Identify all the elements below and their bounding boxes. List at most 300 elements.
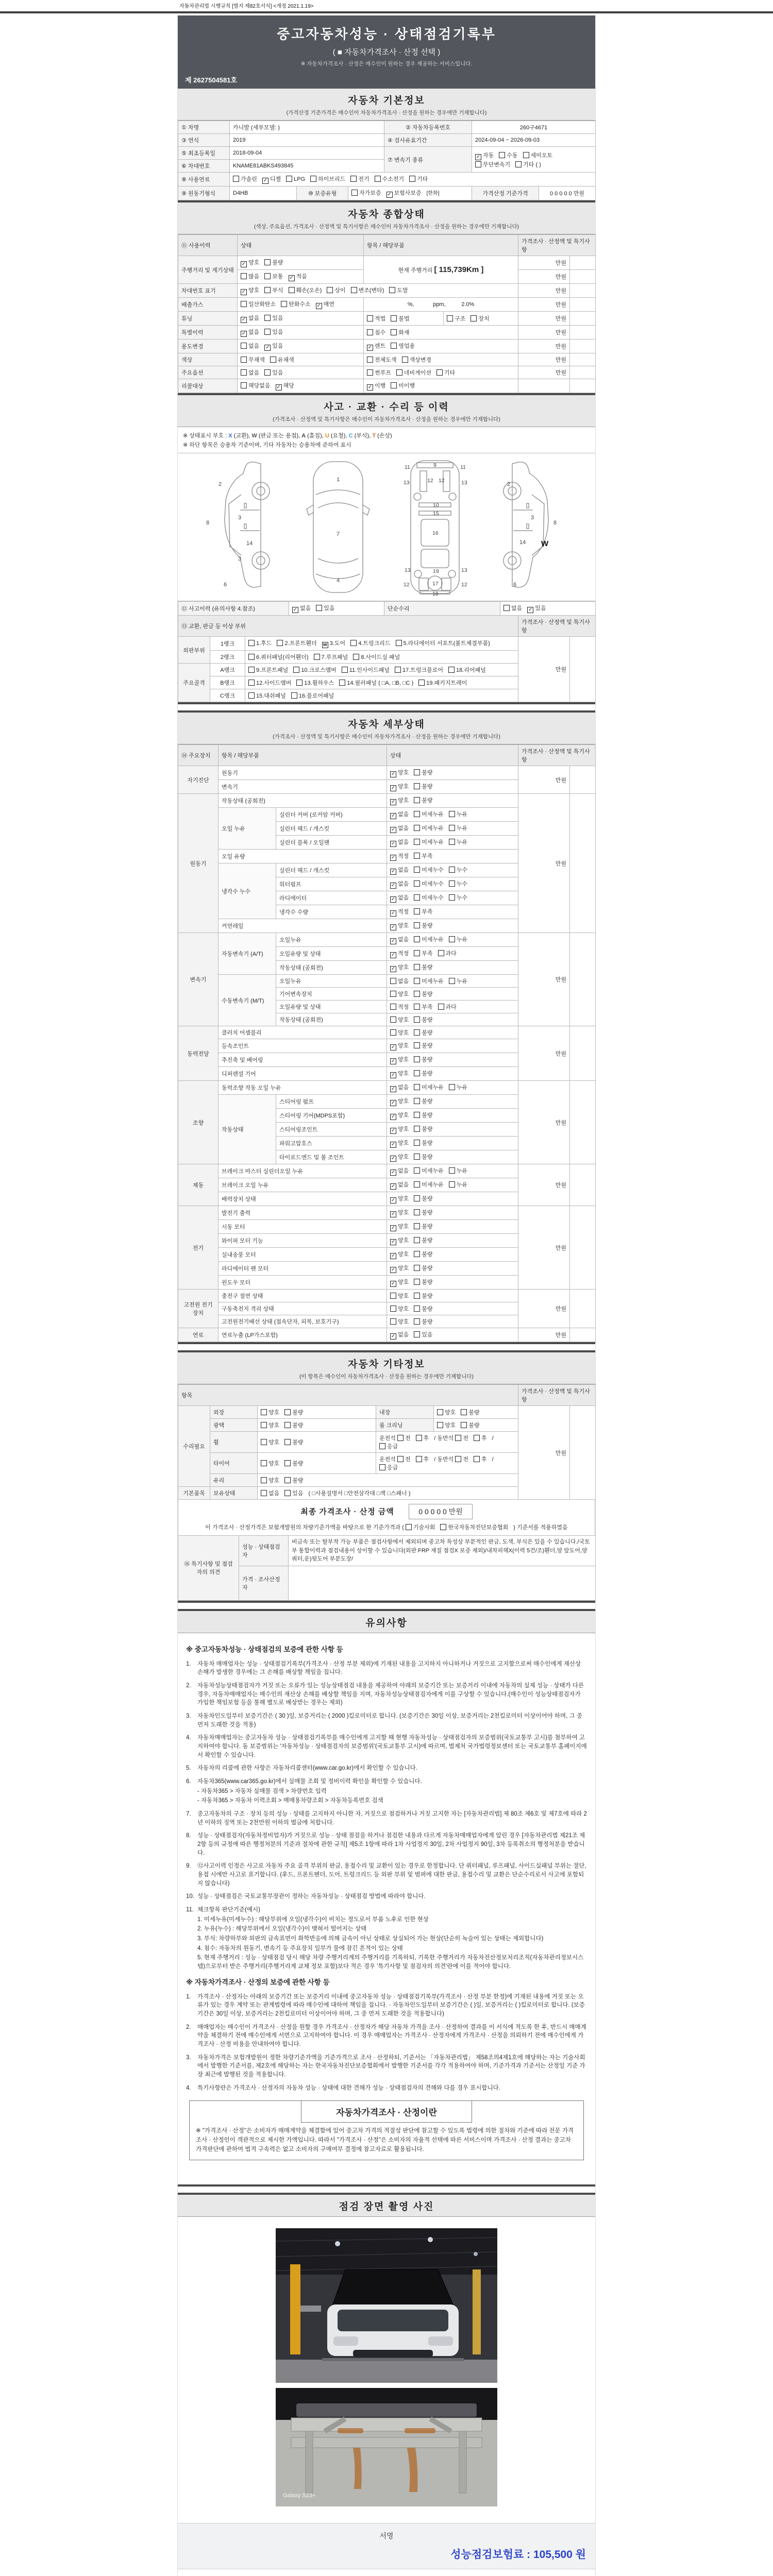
checkbox-option: 누유 (449, 1166, 467, 1175)
checkbox-option: 불량 (414, 1250, 432, 1258)
checkbox-option: 전 (397, 1434, 411, 1442)
final-price-label: 최종 가격조사 · 산정 금액 (300, 1507, 394, 1516)
mileage-value: 현재 주행거리 [ 115,739Km ] (364, 256, 518, 284)
vin-label: ⑥ 차대번호 (178, 160, 230, 173)
checkbox-option: 양호 (437, 1421, 456, 1429)
checkbox-option: 2.프론트휀더 (277, 639, 316, 647)
checkbox-option: 불량 (414, 1153, 432, 1161)
checkbox: ✓ (528, 607, 533, 613)
checkbox (396, 640, 402, 646)
checkbox (397, 1456, 404, 1462)
checkbox-option: 양호 (261, 1476, 279, 1484)
subgroup-label: 오일 누유 (219, 808, 276, 850)
checkbox (448, 667, 455, 673)
state-options (387, 1026, 518, 1039)
checkbox-option: LPG (286, 176, 305, 182)
tire-label: 타이어 (210, 1453, 258, 1474)
checkbox-option: ✓ 양호 (241, 260, 260, 267)
device-label: 고전원 전기장치 (178, 1290, 219, 1328)
price-unit: 만원 (518, 1164, 570, 1206)
tuning-kind-options (444, 312, 518, 326)
item-label: 브레이크 마스터 실린더오일 누유 (219, 1164, 387, 1178)
item-label: 스티어링 기어(MDPS포함) (276, 1109, 387, 1123)
misc-info-table (178, 1384, 596, 1500)
state-options (387, 850, 518, 863)
checkbox-option: ✓ 양호 (391, 1251, 409, 1259)
rank1-items (245, 637, 518, 651)
vin-value: KNAME81ABKS493845 (230, 160, 384, 173)
form-reference: 자동차관리법 시행규칙 [별지 제82호서식] <개정 2021.1.19> (0, 0, 773, 13)
checkbox-option: 5.라디에이터 서포트(볼트체결부품) (396, 639, 490, 647)
interior-label: 내장 (376, 1406, 434, 1419)
checkbox-option: 양호 (390, 1317, 409, 1326)
checkbox (261, 1477, 267, 1483)
price-unit: 만원 (518, 1406, 570, 1500)
checkbox-option: 누유 (449, 977, 467, 985)
signature-label: 서명 (379, 2531, 394, 2540)
checkbox-option: 4.트렁크리드 (350, 639, 390, 647)
special-history-options (238, 326, 364, 340)
checkbox: ✓ (265, 345, 270, 350)
checkbox-option: 네비게이션 (396, 368, 431, 377)
checkbox-option: 보통 (264, 272, 283, 280)
checkbox (281, 301, 287, 307)
checkbox-option: ✓ 없음 (391, 1168, 409, 1175)
checkbox-option: 불량 (414, 768, 432, 776)
checkbox (289, 287, 295, 293)
main-option-label: 주요옵션 (178, 366, 238, 379)
checkbox: ✓ (391, 1183, 396, 1189)
usage-change-label: 용도변경 (178, 340, 238, 353)
checkbox (284, 1409, 291, 1415)
checkbox (284, 1490, 291, 1496)
state-options (387, 1001, 518, 1013)
checkbox-option: 양호 (390, 1292, 409, 1300)
state-options (387, 780, 518, 794)
checkbox-option: 불량 (414, 1222, 432, 1230)
item-label: 스티어링조인트 (276, 1123, 387, 1137)
vin-mark-label: 차대번호 표기 (178, 284, 238, 298)
checkbox (390, 1306, 396, 1312)
checkbox-option: ✓ 디젤 (263, 176, 281, 183)
item-label: 변속기 (219, 780, 387, 794)
checkbox (515, 161, 522, 167)
checkbox-option: 불량 (414, 1317, 432, 1326)
checkbox (310, 176, 316, 182)
section-accident-history (178, 393, 595, 427)
checkbox (414, 1112, 420, 1118)
item-label: 타이로드엔드 및 볼 조인트 (276, 1150, 387, 1164)
checkbox-option: ✓ 없음 (391, 811, 409, 819)
svg-text:16: 16 (432, 530, 439, 536)
checkbox-option: 불량 (461, 1408, 479, 1416)
checkbox-option: ✓ 없음 (391, 881, 409, 888)
checkbox (414, 1126, 420, 1132)
checkbox (449, 978, 455, 984)
checkbox-option: 불량 (284, 1408, 303, 1416)
checkbox (390, 1318, 396, 1325)
checkbox: ✓ (263, 178, 268, 183)
notices-body (178, 1633, 595, 2184)
checkbox-option: 불량 (414, 1264, 432, 1272)
checkbox: ✓ (276, 384, 281, 390)
checkbox-option: 수소전기 (375, 175, 405, 183)
section-misc-info (178, 1350, 595, 1384)
checkbox (379, 1443, 385, 1449)
glass-options (258, 1474, 518, 1487)
svg-text:18: 18 (432, 591, 439, 597)
checkbox (414, 811, 420, 817)
svg-text:10: 10 (432, 502, 439, 509)
checkbox-option: 자가보증 (351, 189, 381, 197)
checkbox (390, 1293, 396, 1299)
checkbox-option: 불량 (414, 963, 432, 971)
tuning-legal-options (364, 312, 444, 326)
item-label: 추진축 및 베어링 (219, 1053, 387, 1067)
checkbox (414, 1195, 420, 1201)
simple-repair-label: 단순수리 (384, 602, 500, 616)
state-options (387, 1248, 518, 1262)
col-usage-history: ⑪ 사용이력 (178, 235, 238, 256)
checkbox (316, 605, 322, 611)
state-options (387, 947, 518, 961)
checkbox-option: 미세누유 (414, 977, 444, 985)
checkbox (461, 1409, 467, 1415)
subgroup-label: 자동변속기 (A/T) (219, 933, 276, 975)
notice-item: 4. 자동차매매업자는 중고자동차 성능 · 상태점검기록부를 매수인에게 고지할 때 현행 자동차성능 · 상태점검자의 보증범위(국토교통부 고시)를 첨부하여 고지하여야 합니다. 동 보증범위는 '자동차성능 · 상태점검자의 보증범위'(국토교통부 고시)에 따르며, 법제처 국가법령정보센터 또는 국토교통부 홈페이지에서 확인할 수 있습니다. (186, 1735, 587, 1758)
state-options (387, 794, 518, 808)
checkbox-option: 누유 (449, 810, 467, 818)
checkbox (470, 315, 477, 321)
checkbox-option: 기타 (409, 175, 428, 183)
checkbox (402, 357, 408, 363)
checkbox (449, 1181, 455, 1188)
checkbox (406, 1524, 412, 1530)
checkbox (449, 1167, 455, 1174)
checkbox-option: 세미오토 (523, 151, 553, 159)
transmission-options (472, 147, 596, 173)
checkbox-option: ✓ 없음 (391, 839, 409, 846)
notice-item: 7. 중고자동차의 구조 · 장치 등의 성능 · 상태를 고지하지 아니한 자, 거짓으로 점검하거나 거짓 고지한 자는 [자동차관리법] 제 80조 제6호 및 제7호에 따라 2년 이하의 징역 또는 2천만원 이하의 벌금에 처합니다. (186, 1810, 587, 1826)
state-options (387, 766, 518, 780)
checkbox-option: 있음 (414, 1330, 432, 1338)
color-label: 색상 (178, 353, 238, 366)
checkbox: ✓ (316, 303, 321, 309)
checkbox (261, 1422, 267, 1428)
checkbox-option: 없음 (241, 342, 259, 350)
checkbox (447, 315, 453, 321)
checkbox-option: 기타 (436, 368, 455, 377)
checkbox (270, 357, 276, 363)
checkbox-option: 13.휠하우스 (296, 679, 334, 687)
document-subtitle: ( ■ 자동차가격조사 · 산정 선택 ) (332, 48, 441, 57)
checkbox-option: 양호 (261, 1421, 279, 1429)
state-options (387, 1053, 518, 1067)
checkbox (390, 1004, 396, 1010)
damage-code-letter: C (348, 433, 353, 439)
checkbox (248, 692, 255, 699)
checkbox-option: ✓ 양호 (391, 1112, 409, 1120)
svg-text:13: 13 (404, 567, 411, 573)
damage-code-legend (178, 427, 595, 453)
svg-text:13: 13 (461, 567, 467, 573)
checkbox (414, 894, 420, 901)
checkbox-option: 누유 (449, 935, 467, 943)
checkbox (414, 1140, 420, 1146)
checkbox-option: 무채색 (241, 355, 265, 364)
checkbox (284, 1422, 291, 1428)
checkbox: ✓ (391, 910, 396, 916)
state-options (387, 1164, 518, 1178)
item-label: 동력조향 작동 오일 누유 (219, 1081, 387, 1095)
checkbox: ✓ (476, 154, 481, 160)
damage-code-desc: (판금 또는 용접) (258, 433, 299, 439)
checkbox-option: 있음 (316, 604, 334, 612)
emission-label: 배출가스 (178, 298, 238, 312)
damage-code-letter: W (251, 433, 257, 439)
main-frame-group: 주요골격 (178, 664, 210, 702)
basic-info-table (178, 121, 596, 187)
engine-type-label: ⑨ 원동기형식 (178, 187, 230, 200)
checkbox-option: 불량 (284, 1476, 303, 1484)
checkbox-option: 불량 (414, 1097, 432, 1105)
checkbox: ✓ (391, 924, 396, 930)
checkbox-option: 과다 (438, 949, 457, 957)
checkbox (241, 301, 247, 307)
checkbox (414, 1293, 420, 1299)
checkbox-option: 전체도색 (367, 355, 397, 364)
notice-item: 11. 체크항목 판단기준(예시) 1. 미세누유(미세누수) : 해당부위에 오일(냉각수)이 비치는 정도로서 부품 노후로 인한 현상 2. 누유(누수) : 해당부위에서 오일(냉각수)이 맺혀서 떨어지는 상태 3. 부식: 차량하부와 외판의 금속표면이 화학반응에 의해 금속이 아닌 상태로 상실되어 가는 현상(단순히 녹슬어 있는 상태는 제외합니다) 4. 침수: 자동차의 원동기, 변속기 등 주요장치 일부가 물에 잠긴 흔적이 있는 상태 5. 현재 주행거리 : 성능 · 상태점검 당시 해당 차량 주행거리계의 주행거리를 기록하되, 기록한 주행거리가 자동차전산정보처리조직(자동차관리정보시스템)으로부터 받은 주행거리(주행거리계 교체 정보 포함)보다 적은 경우 '특기사항 및 점검자의 의견'란에 이를 적어야 합니다. (186, 1906, 584, 1970)
state-options (387, 1067, 518, 1081)
checkbox (241, 382, 247, 388)
damage-code-desc: (교환) (233, 433, 249, 439)
svg-text:17: 17 (432, 581, 439, 587)
checkbox-option: 양호 (261, 1408, 279, 1416)
transmission-label: ⑦ 변속기 종류 (384, 147, 472, 173)
checkbox-option: 10.크로스멤버 (293, 666, 336, 674)
checkbox (367, 369, 373, 376)
checkbox (264, 273, 271, 279)
checkbox (395, 667, 401, 673)
checkbox (261, 1460, 267, 1466)
checkbox-option: 불량 (414, 1292, 432, 1300)
checkbox (391, 329, 397, 335)
svg-text:11: 11 (460, 464, 466, 470)
item-label: 와이퍼 모터 기능 (219, 1234, 387, 1248)
checkbox-option: 없음 (503, 604, 522, 612)
checkbox-option: 미세누유 (414, 1180, 444, 1189)
checkbox-option: ✓ 없음 (241, 315, 260, 323)
model-year-label: ③ 연식 (178, 134, 230, 147)
document-note: ※ 자동차가격조사 · 산정은 매수인이 원하는 경우 제공하는 서비스입니다. (300, 61, 473, 67)
checkbox: ✓ (391, 966, 396, 972)
basic-items-group: 기본품목 (178, 1487, 210, 1500)
price-unit: 만원 (518, 1026, 570, 1081)
checkbox-option: 누수 (449, 866, 467, 874)
inspector-opinion-table (178, 1535, 596, 1601)
checkbox: ✓ (293, 607, 298, 613)
item-label: 워터펌프 (276, 877, 387, 891)
checkbox (261, 1409, 267, 1415)
svg-text:3: 3 (238, 556, 241, 562)
state-options (387, 1109, 518, 1123)
item-label: 냉각수 수량 (276, 905, 387, 919)
col-price: 가격조사 · 산정액 및 특기사항 (518, 745, 596, 766)
exterior-label: 외장 (210, 1406, 258, 1419)
checkbox (391, 382, 397, 388)
checkbox (389, 287, 395, 293)
recall-options (238, 379, 364, 393)
item-label: 고전원전기배선 상태 (접속단자, 피복, 보호기구) (219, 1315, 387, 1328)
checkbox-option: 불량 (414, 1236, 432, 1244)
checkbox-option: 불량 (284, 1421, 303, 1429)
checkbox (461, 1422, 467, 1428)
checkbox (264, 287, 271, 293)
color-options (238, 353, 364, 366)
state-options (387, 1137, 518, 1150)
item-label: 발전기 출력 (219, 1206, 387, 1220)
checkbox (241, 369, 247, 376)
checkbox-option: ✓ 없음 (391, 895, 409, 902)
checkbox (350, 640, 357, 646)
section-title: 유의사항 (365, 1617, 408, 1629)
car-diagram-top (299, 457, 377, 597)
checkbox (414, 1098, 420, 1104)
svg-text:14: 14 (246, 540, 253, 547)
checkbox: ✓ (391, 1333, 396, 1339)
accident-summary-row (178, 601, 596, 616)
checkbox-option: ✓ 양호 (391, 1224, 409, 1231)
checkbox-option: 상이 (327, 286, 345, 294)
checkbox (261, 1439, 267, 1445)
section-title: 자동차 세부상태 (348, 719, 425, 730)
checkbox: ✓ (391, 883, 396, 888)
rank2-items (245, 651, 518, 664)
checkbox: ✓ (391, 1072, 396, 1078)
state-options (387, 919, 518, 933)
state-options (387, 905, 518, 919)
room-cleaning-options (434, 1419, 518, 1432)
checkbox (261, 1490, 267, 1496)
checkbox-option: 변조(변타) (351, 286, 384, 294)
car-diagram-bottom (396, 457, 474, 597)
checkbox (397, 1435, 404, 1441)
checkbox (375, 176, 381, 182)
item-label: 오일유량 및 상태 (276, 947, 387, 961)
recall-done-options (364, 379, 518, 393)
final-price-note: 이 가격조사 · 산정가격은 보험개발원의 차량기준가액을 바탕으로 한 기준가격과 ( 기술사회 한국자동차진단보증협회 ) 기준서를 적용하였음 (183, 1523, 590, 1531)
checkbox: ✓ (391, 1170, 396, 1175)
checkbox (414, 839, 420, 845)
checkbox-option: 도말 (389, 286, 408, 294)
checkbox-option: ✓ 양호 (391, 1098, 409, 1106)
checkbox-option: 누수 (449, 893, 467, 902)
checkbox (414, 1237, 420, 1243)
checkbox: ✓ (391, 1100, 396, 1106)
checkbox (264, 329, 271, 335)
subgroup-label: 수동변속기 (M/T) (219, 975, 276, 1026)
state-options (387, 933, 518, 947)
price-unit: 만원 (518, 298, 570, 312)
checkbox-option: 많음 (241, 272, 259, 280)
tuning-options (238, 312, 364, 326)
section-title: 자동차 종합상태 (348, 209, 425, 220)
checkbox (414, 936, 420, 942)
checkbox (414, 769, 420, 775)
checkbox (414, 1029, 420, 1036)
checkbox-option: ✓ 적정 (391, 951, 409, 958)
checkbox-option: 색상변경 (402, 355, 432, 364)
checkbox-option: 불량 (414, 1015, 432, 1024)
checkbox (437, 1422, 443, 1428)
checkbox-option: ✓ 양호 (391, 1196, 409, 1203)
checkbox-option: 불량 (414, 1194, 432, 1202)
inspection-photo-front (276, 2228, 497, 2383)
checkbox-option: 불량 (414, 782, 432, 790)
checkbox (248, 640, 255, 646)
car-diagrams (178, 453, 595, 601)
opinion-label: ⑯ 특기사항 및 점검자의 의견 (178, 1536, 239, 1601)
base-price-value: 0 0 0 0 0 만원 (539, 187, 596, 200)
checkbox-option: 후 (474, 1455, 487, 1463)
col-device: ⑭ 주요장치 (178, 745, 219, 766)
tire-options (258, 1453, 376, 1474)
checkbox: ✓ (391, 827, 396, 833)
checkbox (449, 867, 455, 873)
state-options (387, 1206, 518, 1220)
checkbox: ✓ (391, 1281, 396, 1286)
car-name-value: 카니발 (세부모델: ) (230, 121, 384, 134)
checkbox-option: ✓ 양호 (391, 1279, 409, 1286)
col-state: 상태 (387, 745, 518, 766)
checkbox-option: 적정 (390, 1003, 409, 1011)
damage-code-desc: (흠집) (307, 433, 322, 439)
checkbox-option: 불량 (414, 1111, 432, 1119)
checkbox-option: ✓ 없음 (391, 867, 409, 874)
item-label: 시동 모터 (219, 1220, 387, 1234)
checkbox (414, 1056, 420, 1062)
item-label: 작동상태 (공회전) (219, 794, 387, 808)
checkbox (414, 1167, 420, 1174)
damage-mark-w: W (541, 539, 549, 548)
checkbox (391, 343, 397, 349)
checkbox-option: 불량 (414, 921, 432, 929)
item-label: 오일누유 (276, 933, 387, 947)
checkbox-option: 불량 (414, 1208, 432, 1216)
damage-code-desc: (부식) (354, 433, 369, 439)
checkbox-option: 과다 (438, 1003, 457, 1011)
svg-text:12: 12 (403, 582, 410, 588)
checkbox (284, 1439, 291, 1445)
checkbox-option: 미세누수 (414, 879, 444, 888)
checkbox (390, 1016, 396, 1023)
inspection-photos (178, 2217, 595, 2519)
checkbox-option: 수동 (499, 151, 517, 159)
notice-item: 4. 특기사항란은 가격조사 · 산정자의 자동차 성능 · 상태에 대한 견해가 성능 · 상태점검자의 견해와 다를 경우 표시합니다. (186, 2084, 500, 2091)
rankB-label: B랭크 (210, 676, 245, 689)
section-subtitle: (가격조사 · 산정액 및 특기사항은 매수인이 자동차가격조사 · 산정을 원하는 경우에만 기재합니다) (273, 416, 500, 422)
item-label: 오일 유량 (219, 850, 387, 863)
section-detail-state (178, 710, 595, 744)
rank2-label: 2랭크 (210, 651, 245, 664)
checkbox: ✓ (391, 1114, 396, 1120)
checkbox-option: ✓ 양호 (391, 784, 409, 791)
checkbox-option: 9.프론트패널 (248, 666, 288, 674)
checkbox-option: 부족 (414, 1003, 432, 1011)
checkbox (391, 315, 397, 321)
price-unit: 만원 (518, 637, 570, 702)
checkbox-option: 불량 (414, 990, 432, 998)
